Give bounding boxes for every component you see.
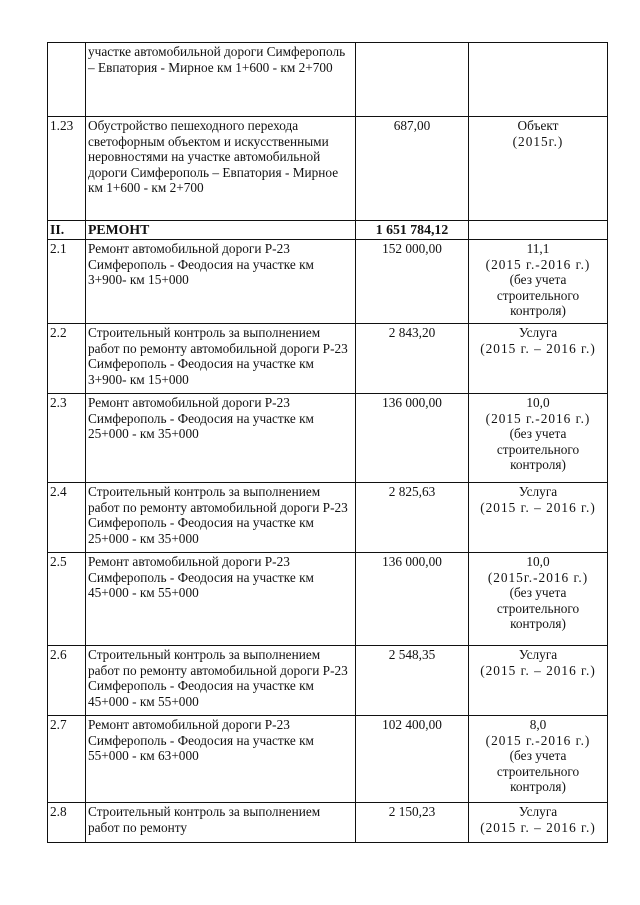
unit-line: (2015г.-2016 г.) xyxy=(487,569,589,585)
unit-cell xyxy=(469,553,608,646)
row-number: 2.8 xyxy=(48,803,86,843)
unit-line: контроля) xyxy=(510,779,566,795)
unit-cell xyxy=(469,483,608,553)
work-description: Ремонт автомобильной дороги Р-23 Симферополь - Феодосия на участке км 25+000 - км 35+000 xyxy=(86,394,356,483)
unit-cell xyxy=(469,221,608,240)
amount-cell: 152 000,00 xyxy=(356,240,469,324)
row-number: 2.5 xyxy=(48,553,86,646)
unit-line: Услуга xyxy=(518,325,558,340)
table-row xyxy=(48,394,608,483)
row-number: 2.3 xyxy=(48,394,86,483)
amount-cell: 2 825,63 xyxy=(356,483,469,553)
unit-line: контроля) xyxy=(510,303,566,319)
amount-cell: 136 000,00 xyxy=(356,553,469,646)
table-row xyxy=(48,240,608,324)
amount-cell: 2 150,23 xyxy=(356,803,469,843)
work-description: участке автомобильной дороги Симферополь – Евпатория - Мирное км 1+600 - км 2+700 xyxy=(86,43,356,117)
work-description: Строительный контроль за выполнением работ по ремонту автомобильной дороги Р-23 Симферополь - Феодосия на участке км 3+900- км 15+000 xyxy=(86,324,356,394)
amount-cell xyxy=(356,43,469,117)
unit-cell xyxy=(469,43,608,117)
table-row xyxy=(48,324,608,394)
unit-line: (2015 г.-2016 г.) xyxy=(485,732,591,748)
unit-cell xyxy=(469,240,608,324)
unit-line: 10,0 xyxy=(526,395,550,410)
amount-cell: 136 000,00 xyxy=(356,394,469,483)
unit-line: (без учета xyxy=(509,426,567,442)
row-number: 2.7 xyxy=(48,716,86,803)
row-number: 2.2 xyxy=(48,324,86,394)
unit-cell xyxy=(469,803,608,843)
unit-cell xyxy=(469,716,608,803)
unit-line: (2015 г. – 2016 г.) xyxy=(480,499,596,515)
work-description: Ремонт автомобильной дороги Р-23 Симферополь - Феодосия на участке км 55+000 - км 63+000 xyxy=(86,716,356,803)
unit-line: 11,1 xyxy=(526,241,550,256)
unit-line: (без учета xyxy=(509,272,567,288)
unit-line: контроля) xyxy=(510,457,566,473)
work-description: Ремонт автомобильной дороги Р-23 Симферополь - Феодосия на участке км 45+000 - км 55+000 xyxy=(86,553,356,646)
row-number: 2.1 xyxy=(48,240,86,324)
unit-cell xyxy=(469,324,608,394)
unit-line: 10,0 xyxy=(526,554,550,569)
unit-line: Услуга xyxy=(518,804,558,819)
row-number xyxy=(48,43,86,117)
table-row xyxy=(48,716,608,803)
amount-cell: 2 548,35 xyxy=(356,646,469,716)
unit-line: (2015 г.-2016 г.) xyxy=(485,256,591,272)
work-description: Строительный контроль за выполнением работ по ремонту автомобильной дороги Р-23 Симферополь - Феодосия на участке км 45+000 - км 55+000 xyxy=(86,646,356,716)
unit-line: (без учета xyxy=(509,585,567,601)
table-row xyxy=(48,483,608,553)
unit-line: (2015г.) xyxy=(512,133,564,149)
unit-cell xyxy=(469,646,608,716)
section-row xyxy=(48,221,608,240)
unit-line: (2015 г.-2016 г.) xyxy=(485,410,591,426)
unit-line: Услуга xyxy=(518,647,558,662)
unit-line: Услуга xyxy=(518,484,558,499)
work-description: РЕМОНТ xyxy=(86,221,356,240)
unit-line: (без учета xyxy=(509,748,567,764)
unit-line: (2015 г. – 2016 г.) xyxy=(480,662,596,678)
work-description: Ремонт автомобильной дороги Р-23 Симферополь - Феодосия на участке км 3+900- км 15+000 xyxy=(86,240,356,324)
amount-cell: 2 843,20 xyxy=(356,324,469,394)
table-row xyxy=(48,646,608,716)
row-number: 2.6 xyxy=(48,646,86,716)
unit-line: (2015 г. – 2016 г.) xyxy=(480,819,596,835)
work-description: Строительный контроль за выполнением работ по ремонту xyxy=(86,803,356,843)
amount-cell: 687,00 xyxy=(356,117,469,221)
row-number: 1.23 xyxy=(48,117,86,221)
unit-cell xyxy=(469,117,608,221)
row-number: 2.4 xyxy=(48,483,86,553)
unit-line: строительного xyxy=(496,287,580,303)
program-table-body xyxy=(48,43,608,843)
unit-line: строительного xyxy=(496,600,580,616)
unit-line: строительного xyxy=(496,441,580,457)
unit-line: строительного xyxy=(496,763,580,779)
work-description: Строительный контроль за выполнением работ по ремонту автомобильной дороги Р-23 Симферополь - Феодосия на участке км 25+000 - км 35+000 xyxy=(86,483,356,553)
program-table xyxy=(47,42,608,843)
table-row xyxy=(48,553,608,646)
table-row xyxy=(48,117,608,221)
unit-line: (2015 г. – 2016 г.) xyxy=(480,340,596,356)
table-row xyxy=(48,803,608,843)
amount-cell: 1 651 784,12 xyxy=(356,221,469,240)
amount-cell: 102 400,00 xyxy=(356,716,469,803)
unit-line: 8,0 xyxy=(529,717,547,732)
unit-line: Объект xyxy=(517,118,559,133)
work-description: Обустройство пешеходного перехода светофорным объектом и искусственными неровностями на участке автомобильной дороги Симферополь – Евпатория - Мирное км 1+600 - км 2+700 xyxy=(86,117,356,221)
unit-cell xyxy=(469,394,608,483)
unit-line: контроля) xyxy=(510,616,566,632)
table-row xyxy=(48,43,608,117)
row-number: II. xyxy=(48,221,86,240)
